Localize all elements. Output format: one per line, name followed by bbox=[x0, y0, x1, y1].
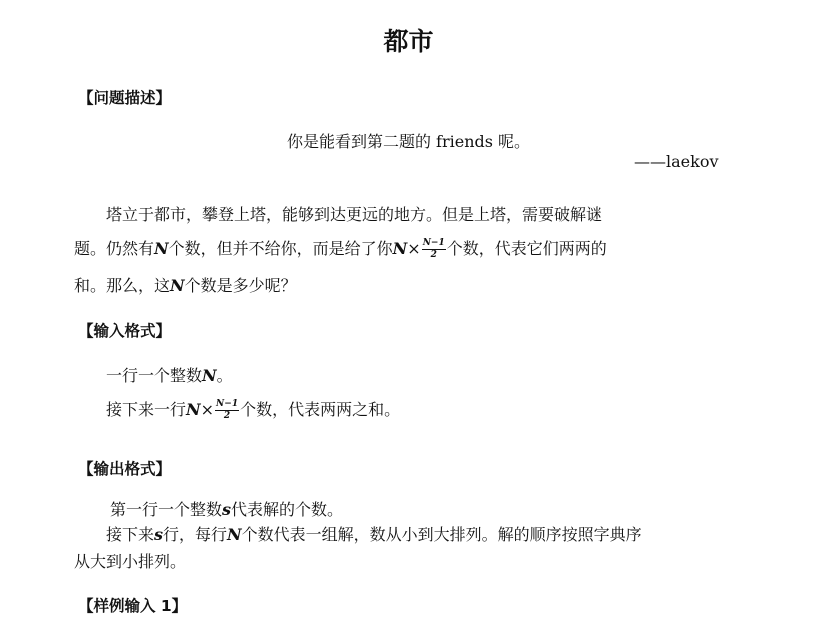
text-segment: 行，每行 bbox=[163, 525, 228, 544]
input-line-1 bbox=[106, 363, 233, 386]
output-line-3: 从大到小排列。 bbox=[74, 552, 187, 571]
fraction bbox=[422, 238, 446, 261]
section-heading-output: 【输出格式】 bbox=[78, 460, 172, 478]
description-line-3 bbox=[74, 273, 297, 296]
quote-text: 你是能看到第二题的 friends 呢。 bbox=[286, 132, 531, 151]
text-segment: 第一行一个整数 bbox=[110, 500, 223, 519]
variable-s: s bbox=[154, 525, 164, 544]
fraction bbox=[215, 399, 239, 422]
text-segment: 和。那么，这 bbox=[74, 276, 171, 295]
fraction-numerator: N−1 bbox=[422, 238, 445, 248]
variable-n: N bbox=[227, 525, 242, 544]
fraction-numerator: N−1 bbox=[216, 399, 239, 409]
times-sign: × bbox=[200, 400, 215, 419]
description-line-1: 塔立于都市，攀登上塔，能够到达更远的地方。但是上塔，需要破解谜 bbox=[106, 205, 603, 224]
section-heading-sample-input: 【样例输入 1】 bbox=[78, 597, 188, 615]
text-segment: 接下来 bbox=[106, 525, 155, 544]
text-segment: 个数，代表两两之和。 bbox=[240, 400, 401, 419]
text-segment: 。 bbox=[216, 366, 233, 385]
text-segment: 个数，但并不给你，而是给了你 bbox=[168, 239, 393, 258]
text-segment: 个数，代表它们两两的 bbox=[446, 239, 607, 258]
variable-n: N bbox=[392, 239, 408, 258]
output-line-1 bbox=[110, 497, 343, 520]
text-segment: 题。仍然有 bbox=[74, 239, 155, 258]
description-line-2 bbox=[74, 236, 607, 261]
section-heading-input: 【输入格式】 bbox=[78, 322, 172, 340]
variable-n: N bbox=[154, 239, 169, 258]
times-sign: × bbox=[407, 239, 421, 258]
page-title: 都市 bbox=[383, 27, 434, 56]
variable-n: N bbox=[186, 400, 201, 419]
variable-n: N bbox=[170, 276, 185, 295]
output-line-2 bbox=[106, 522, 642, 545]
quote-author: ——laekov bbox=[634, 152, 719, 171]
section-heading-description: 【问题描述】 bbox=[78, 89, 172, 107]
text-segment: 一行一个整数 bbox=[106, 366, 203, 385]
input-line-2 bbox=[106, 397, 400, 422]
text-segment: 代表解的个数。 bbox=[231, 500, 344, 519]
text-segment: 个数是多少呢？ bbox=[184, 276, 297, 295]
fraction-denominator: 2 bbox=[223, 411, 231, 421]
text-segment: 接下来一行 bbox=[106, 400, 187, 419]
fraction-denominator: 2 bbox=[430, 250, 437, 260]
variable-n: N bbox=[202, 366, 217, 385]
variable-s: s bbox=[222, 500, 232, 519]
text-segment: 个数代表一组解，数从小到大排列。解的顺序按照字典序 bbox=[241, 525, 642, 544]
